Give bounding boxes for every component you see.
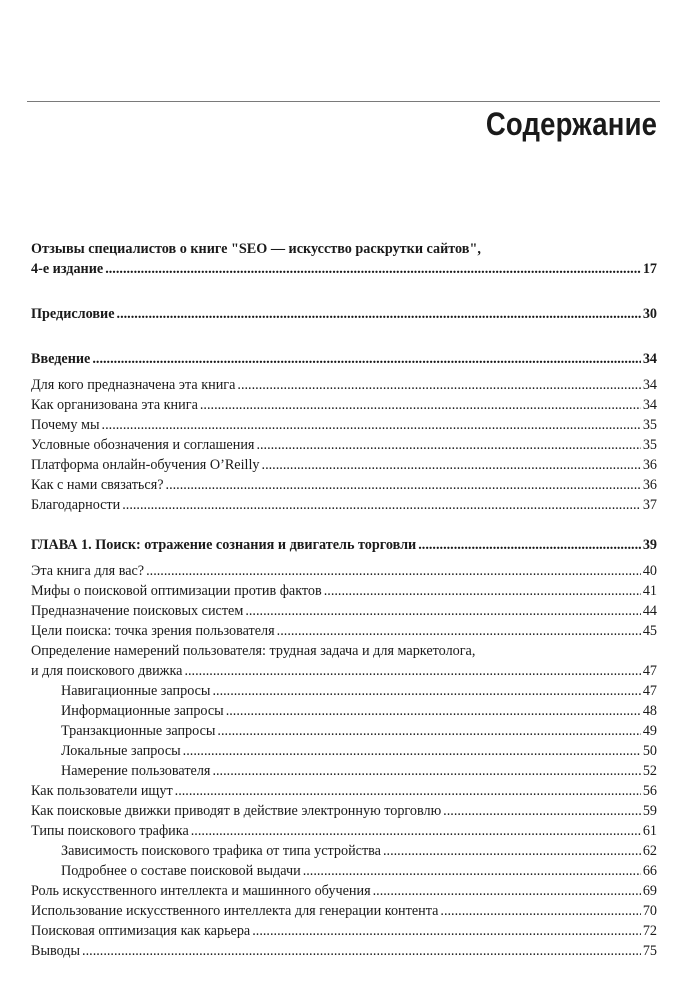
dot-leader <box>277 622 641 641</box>
dot-leader <box>262 456 641 475</box>
toc-entry-label: Транзакционные запросы <box>61 723 216 739</box>
toc-entry[interactable] <box>31 476 657 495</box>
dot-leader <box>373 882 641 901</box>
toc-subentry[interactable] <box>61 842 657 861</box>
toc-page-number: 75 <box>642 943 657 959</box>
dot-leader <box>117 305 641 324</box>
toc-entry-line1: Определение намерений пользователя: трудная задача и для маркетолога, <box>31 643 476 659</box>
toc-entry-label: Предназначение поисковых систем <box>31 603 244 619</box>
toc-entry-preface[interactable] <box>31 305 657 324</box>
toc-entry[interactable] <box>31 822 657 841</box>
toc-entry-label: Роль искусственного интеллекта и машинного обучения <box>31 883 371 899</box>
toc-entry-label: Типы поискового трафика <box>31 823 189 839</box>
toc-entry-label: Как с нами связаться? <box>31 477 164 493</box>
toc-subentry[interactable] <box>61 742 657 761</box>
toc-entry-label: Поисковая оптимизация как карьера <box>31 923 251 939</box>
toc-entry-chapter1[interactable] <box>31 536 657 555</box>
dot-leader <box>237 376 640 395</box>
toc-page-number: 39 <box>642 537 657 553</box>
toc-entry-label: Почему мы <box>31 417 100 433</box>
toc-entry-label: Платформа онлайн-обучения O’Reilly <box>31 457 260 473</box>
dot-leader <box>418 536 641 555</box>
toc-page-number: 34 <box>642 377 657 393</box>
toc-page-number: 49 <box>642 723 657 739</box>
toc-entry[interactable] <box>31 602 657 621</box>
toc-entry-label: Информационные запросы <box>61 703 224 719</box>
toc-entry[interactable] <box>31 416 657 435</box>
toc-page-number: 36 <box>642 477 657 493</box>
dot-leader <box>212 682 640 701</box>
dot-leader <box>212 762 640 781</box>
toc-entry-reviews-line1: Отзывы специалистов о книге "SEO — искусство раскрутки сайтов", <box>31 241 481 257</box>
dot-leader <box>217 722 640 741</box>
toc-entry-reviews[interactable] <box>31 260 657 279</box>
toc-entry[interactable] <box>31 376 657 395</box>
toc-page-number: 70 <box>642 903 657 919</box>
toc-entry[interactable] <box>31 902 657 921</box>
dot-leader <box>175 782 641 801</box>
toc-page-number: 41 <box>642 583 657 599</box>
toc-entry[interactable] <box>31 582 657 601</box>
toc-entry-intro[interactable] <box>31 350 657 369</box>
toc-entry[interactable] <box>31 396 657 415</box>
toc-page-number: 44 <box>642 603 657 619</box>
toc-page-number: 56 <box>642 783 657 799</box>
toc-page-number: 66 <box>642 863 657 879</box>
toc-entry[interactable] <box>31 802 657 821</box>
dot-leader <box>105 260 641 279</box>
dot-leader <box>324 582 641 601</box>
dot-leader <box>200 396 641 415</box>
toc-entry-label: 4-е издание <box>31 261 104 277</box>
toc-entry-label: Как пользователи ищут <box>31 783 173 799</box>
dot-leader <box>252 922 641 941</box>
toc-page-number: 69 <box>642 883 657 899</box>
toc-page-number: 36 <box>642 457 657 473</box>
toc-entry[interactable] <box>31 436 657 455</box>
toc-entry[interactable] <box>31 922 657 941</box>
toc-entry-label: ГЛАВА 1. Поиск: отражение сознания и двигатель торговли <box>31 537 417 553</box>
toc-page-number: 40 <box>642 563 657 579</box>
dot-leader <box>82 942 641 961</box>
dot-leader <box>256 436 640 455</box>
toc-entry-label: Зависимость поискового трафика от типа устройства <box>61 843 381 859</box>
dot-leader <box>122 496 641 515</box>
toc-entry[interactable] <box>31 782 657 801</box>
toc-entry[interactable] <box>31 496 657 515</box>
toc-page-number: 61 <box>642 823 657 839</box>
dot-leader <box>92 350 640 369</box>
toc-entry-label: Условные обозначения и соглашения <box>31 437 255 453</box>
toc-entry[interactable] <box>31 562 657 581</box>
table-of-contents <box>31 0 657 1000</box>
dot-leader <box>166 476 641 495</box>
toc-entry-label: Благодарности <box>31 497 121 513</box>
dot-leader <box>191 822 641 841</box>
toc-entry-label: Предисловие <box>31 306 115 322</box>
toc-page-number: 59 <box>642 803 657 819</box>
toc-page-number: 47 <box>642 663 657 679</box>
toc-subentry[interactable] <box>61 722 657 741</box>
toc-page-number: 35 <box>642 417 657 433</box>
toc-entry-label: Намерение пользователя <box>61 763 211 779</box>
toc-entry-label: Как поисковые движки приводят в действие электронную торговлю <box>31 803 442 819</box>
dot-leader <box>383 842 641 861</box>
toc-entry[interactable] <box>31 882 657 901</box>
toc-entry-label: Цели поиска: точка зрения пользователя <box>31 623 275 639</box>
toc-page-number: 45 <box>642 623 657 639</box>
toc-page-number: 62 <box>642 843 657 859</box>
toc-entry-label: Подробнее о составе поисковой выдачи <box>61 863 301 879</box>
toc-subentry[interactable] <box>61 702 657 721</box>
toc-entry-label: Выводы <box>31 943 81 959</box>
dot-leader <box>303 862 641 881</box>
toc-entry-label: Мифы о поисковой оптимизации против фактов <box>31 583 322 599</box>
toc-entry-label: Как организована эта книга <box>31 397 198 413</box>
toc-entry-label: Введение <box>31 351 91 367</box>
dot-leader <box>102 416 641 435</box>
toc-entry[interactable] <box>31 622 657 641</box>
dot-leader <box>443 802 641 821</box>
dot-leader <box>226 702 641 721</box>
toc-entry-label: Локальные запросы <box>61 743 181 759</box>
toc-entry-label: Использование искусственного интеллекта для генерации контента <box>31 903 439 919</box>
toc-entry[interactable] <box>31 942 657 961</box>
toc-page-number: 52 <box>642 763 657 779</box>
dot-leader <box>245 602 640 621</box>
toc-entry[interactable] <box>31 662 657 681</box>
toc-page-number: 47 <box>642 683 657 699</box>
toc-entry-label: Навигационные запросы <box>61 683 211 699</box>
dot-leader <box>440 902 640 921</box>
toc-subentry[interactable] <box>61 682 657 701</box>
toc-page-number: 35 <box>642 437 657 453</box>
toc-page-number: 37 <box>642 497 657 513</box>
dot-leader <box>146 562 641 581</box>
toc-page-number: 30 <box>642 306 657 322</box>
toc-subentry[interactable] <box>61 762 657 781</box>
toc-page-number: 17 <box>642 261 657 277</box>
page-title: Содержание <box>485 106 657 142</box>
toc-subentry[interactable] <box>61 862 657 881</box>
toc-page-number: 72 <box>642 923 657 939</box>
toc-entry-label: Эта книга для вас? <box>31 563 145 579</box>
toc-entry-label: Для кого предназначена эта книга <box>31 377 236 393</box>
toc-entry[interactable] <box>31 456 657 475</box>
toc-page-number: 48 <box>642 703 657 719</box>
toc-entry-label: и для поискового движка <box>31 663 183 679</box>
toc-page-number: 34 <box>642 397 657 413</box>
dot-leader <box>183 742 641 761</box>
toc-page-number: 34 <box>642 351 657 367</box>
dot-leader <box>184 662 640 681</box>
toc-page-number: 50 <box>642 743 657 759</box>
